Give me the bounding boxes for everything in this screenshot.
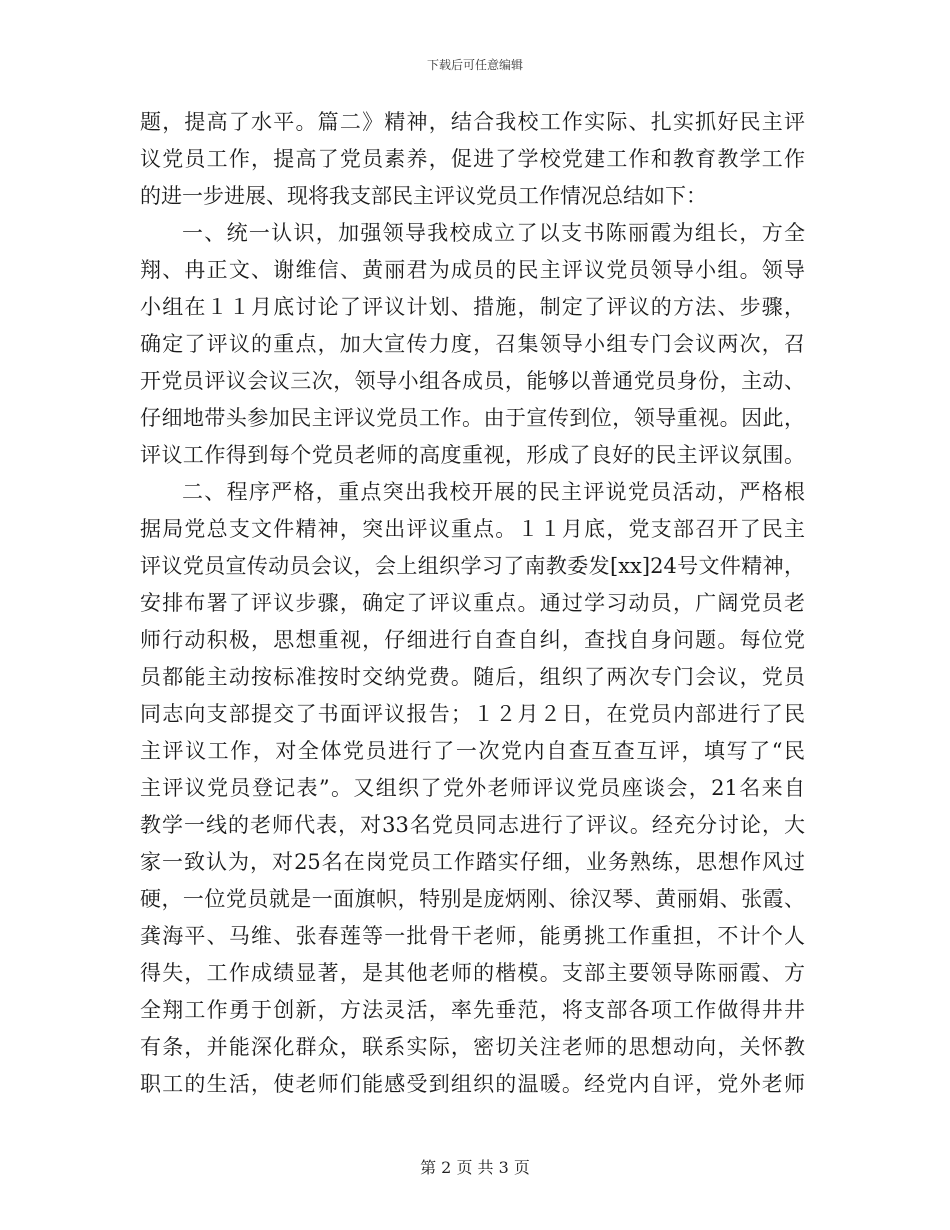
text-line: 得失，工作成绩显著，是其他老师的楷模。支部主要领导陈丽霞、方 [140, 961, 805, 985]
text-line: 开党员评议会议三次，领导小组各成员，能够以普通党员身份，主动、 [140, 369, 805, 393]
page-number-footer: 第 2 页 共 3 页 [420, 1158, 530, 1177]
text-line: 龚海平、马维、张春莲等一批骨干老师，能勇挑工作重担，不计个人 [140, 924, 805, 948]
paragraph-start-line: 二、程序严格，重点突出我校开展的民主评说党员活动，严格根 [182, 480, 805, 504]
text-line: 主评议党员登记表”。又组织了党外老师评议党员座谈会，21名来自 [140, 776, 805, 800]
text-line: 同志向支部提交了书面评议报告；１２月２日，在党员内部进行了民 [140, 702, 805, 726]
text-line: 职工的生活，使老师们能感受到组织的温暖。经党内自评，党外老师 [140, 1072, 805, 1096]
text-line: 教学一线的老师代表，对33名党员同志进行了评议。经充分讨论，大 [140, 813, 805, 837]
text-line: 安排布署了评议步骤，确定了评议重点。通过学习动员，广阔党员老 [140, 591, 805, 615]
text-line: 员都能主动按标准按时交纳党费。随后，组织了两次专门会议，党员 [140, 665, 805, 689]
document-body [140, 104, 805, 1103]
text-line: 仔细地带头参加民主评议党员工作。由于宣传到位，领导重视。因此， [140, 406, 805, 430]
text-line: 全翔工作勇于创新，方法灵活，率先垂范，将支部各项工作做得井井 [140, 998, 805, 1022]
text-line: 硬，一位党员就是一面旗帜，特别是庞炳刚、徐汉琴、黄丽娟、张霞、 [140, 887, 805, 911]
text-line: 有条，并能深化群众，联系实际，密切关注老师的思想动向，关怀教 [140, 1035, 805, 1059]
page-header: 下载后可任意编辑 [426, 58, 523, 72]
text-line: 家一致认为，对25名在岗党员工作踏实仔细，业务熟练，思想作风过 [140, 850, 805, 874]
text-line: 评议工作得到每个党员老师的高度重视，形成了良好的民主评议氛围。 [140, 443, 805, 467]
text-line: 确定了评议的重点，加大宣传力度，召集领导小组专门会议两次，召 [140, 332, 805, 356]
text-line: 翔、冉正文、谢维信、黄丽君为成员的民主评议党员领导小组。领导 [140, 258, 805, 282]
text-line: 据局党总支文件精神，突出评议重点。１１月底，党支部召开了民主 [140, 517, 805, 541]
text-line: 议党员工作，提高了党员素养，促进了学校党建工作和教育教学工作 [140, 147, 805, 171]
paragraph-start-line: 一、统一认识，加强领导我校成立了以支书陈丽霞为组长，方全 [182, 221, 805, 245]
text-line: 评议党员宣传动员会议，会上组织学习了南教委发[xx]24号文件精神， [140, 554, 805, 578]
text-line: 主评议工作，对全体党员进行了一次党内自查互查互评，填写了“民 [140, 739, 805, 763]
text-line: 小组在１１月底讨论了评议计划、措施，制定了评议的方法、步骤， [140, 295, 805, 319]
text-line: 题，提高了水平。篇二》精神，结合我校工作实际、扎实抓好民主评 [140, 110, 805, 134]
text-line: 的进一步进展、现将我支部民主评议党员工作情况总结如下： [140, 184, 707, 208]
text-line: 师行动积极，思想重视，仔细进行自查自纠，查找自身问题。每位党 [140, 628, 805, 652]
